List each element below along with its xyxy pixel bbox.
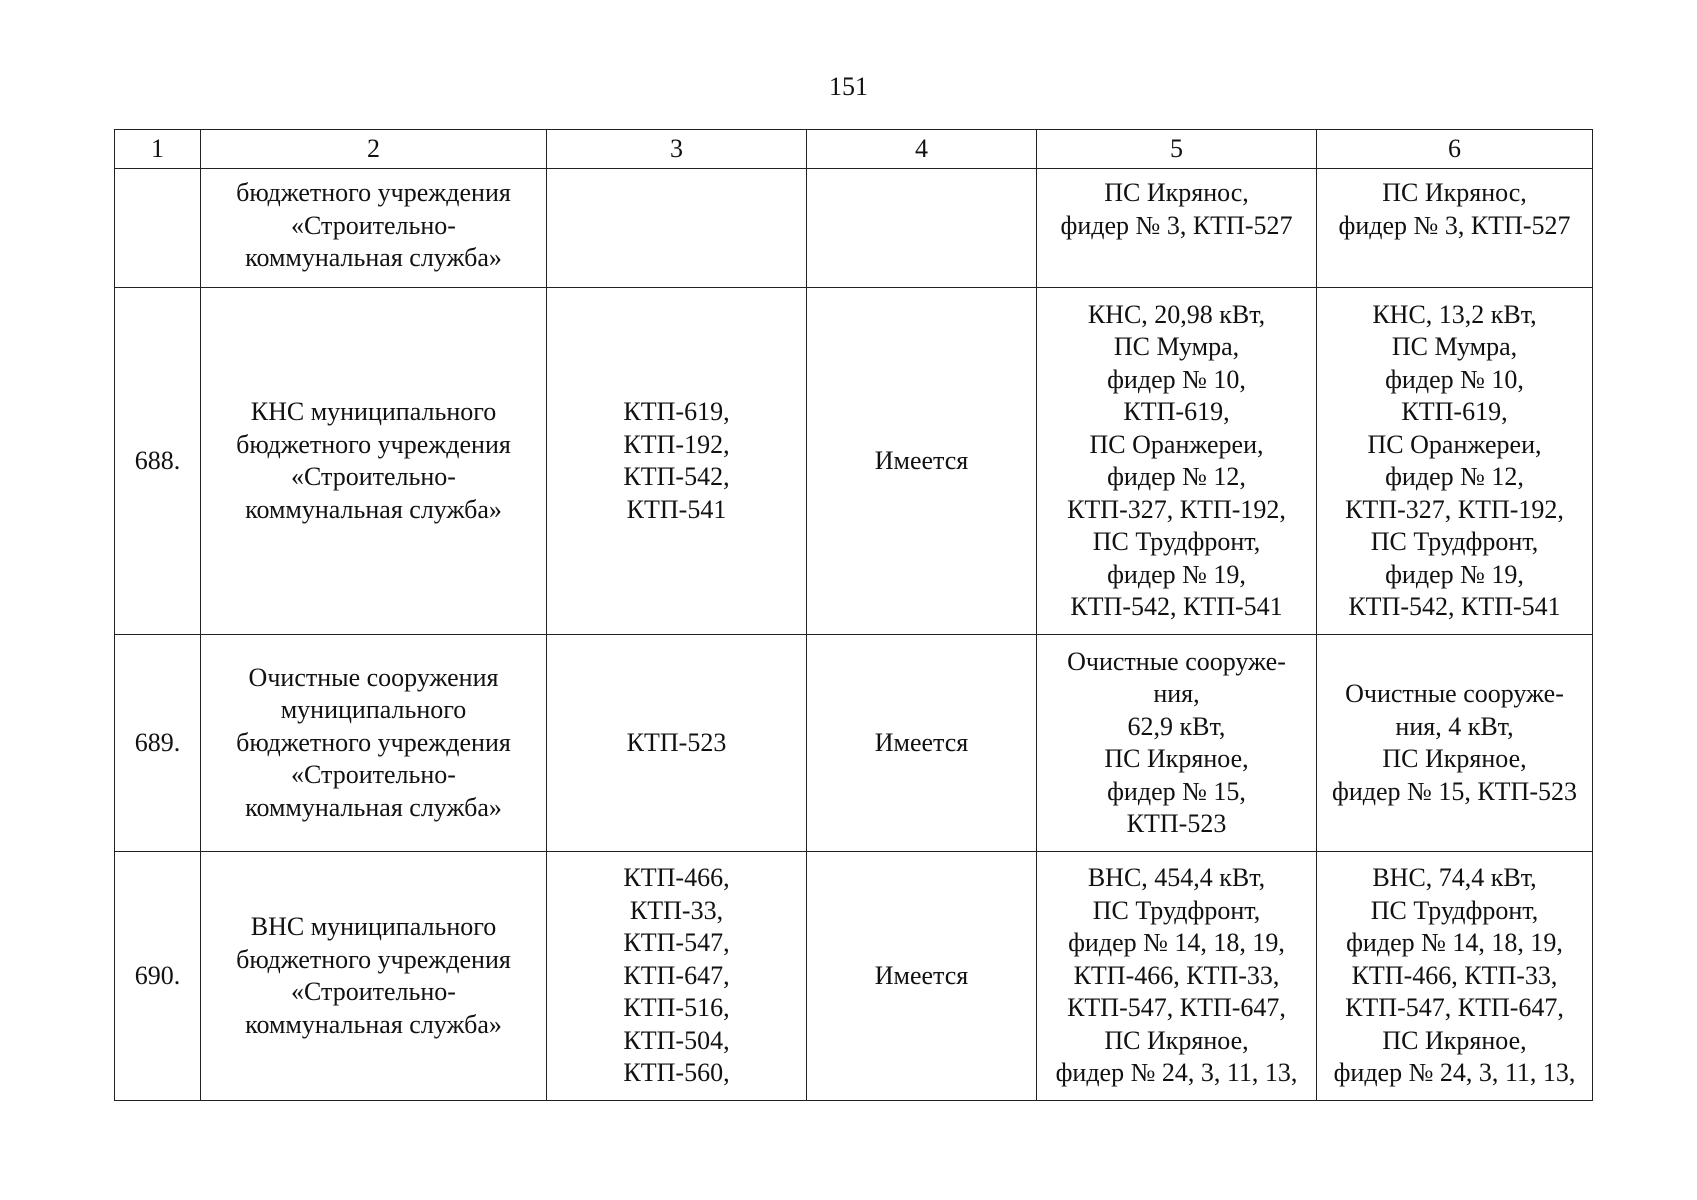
object-name-cell: Очистные сооружения муниципального бюджетного учреждения «Строительно- коммунальная служба» (201, 635, 547, 852)
power-source-alt-cell: КНС, 13,2 кВт, ПС Мумра, фидер № 10, КТП-619, ПС Оранжереи, фидер № 12, КТП-327, КТП-192, ПС Трудфронт, фидер № 19, КТП-542, КТП-541 (1317, 288, 1593, 635)
power-source-alt-cell: ПС Икрянос, фидер № 3, КТП-527 (1317, 169, 1593, 288)
column-header: 6 (1317, 130, 1593, 169)
power-source-cell: КНС, 20,98 кВт, ПС Мумра, фидер № 10, КТП-619, ПС Оранжереи, фидер № 12, КТП-327, КТП-192, ПС Трудфронт, фидер № 19, КТП-542, КТП-541 (1037, 288, 1317, 635)
row-number-cell (115, 169, 201, 288)
power-source-alt-cell: ВНС, 74,4 кВт, ПС Трудфронт, фидер № 14, 18, 19, КТП-466, КТП-33, КТП-547, КТП-647, ПС Икряное, фидер № 24, 3, 11, 13, (1317, 852, 1593, 1101)
data-table (114, 129, 1593, 1101)
object-name-cell: КНС муниципального бюджетного учреждения «Строительно- коммунальная служба» (201, 288, 547, 635)
column-header: 3 (547, 130, 807, 169)
power-source-cell: ВНС, 454,4 кВт, ПС Трудфронт, фидер № 14, 18, 19, КТП-466, КТП-33, КТП-547, КТП-647, ПС Икряное, фидер № 24, 3, 11, 13, (1037, 852, 1317, 1101)
row-number-cell: 689. (115, 635, 201, 852)
power-source-cell: ПС Икрянос, фидер № 3, КТП-527 (1037, 169, 1317, 288)
column-header: 4 (807, 130, 1037, 169)
table-row (115, 288, 1593, 635)
object-name-cell: ВНС муниципального бюджетного учреждения «Строительно- коммунальная служба» (201, 852, 547, 1101)
substation-cell: КТП-619, КТП-192, КТП-542, КТП-541 (547, 288, 807, 635)
column-header: 5 (1037, 130, 1317, 169)
power-source-cell: Очистные сооруже- ния, 62,9 кВт, ПС Икряное, фидер № 15, КТП-523 (1037, 635, 1317, 852)
table-row (115, 169, 1593, 288)
substation-cell: КТП-523 (547, 635, 807, 852)
row-number-cell: 688. (115, 288, 201, 635)
status-cell: Имеется (807, 288, 1037, 635)
column-header: 2 (201, 130, 547, 169)
column-header: 1 (115, 130, 201, 169)
row-number-cell: 690. (115, 852, 201, 1101)
object-name-cell: бюджетного учреждения «Строительно- коммунальная служба» (201, 169, 547, 288)
status-cell (807, 169, 1037, 288)
table-row (115, 635, 1593, 852)
power-source-alt-cell: Очистные сооруже- ния, 4 кВт, ПС Икряное, фидер № 15, КТП-523 (1317, 635, 1593, 852)
substation-cell: КТП-466, КТП-33, КТП-547, КТП-647, КТП-516, КТП-504, КТП-560, (547, 852, 807, 1101)
table-row (115, 852, 1593, 1101)
status-cell: Имеется (807, 852, 1037, 1101)
table-header-row (115, 130, 1593, 169)
status-cell: Имеется (807, 635, 1037, 852)
substation-cell (547, 169, 807, 288)
page-number: 151 (829, 72, 868, 101)
